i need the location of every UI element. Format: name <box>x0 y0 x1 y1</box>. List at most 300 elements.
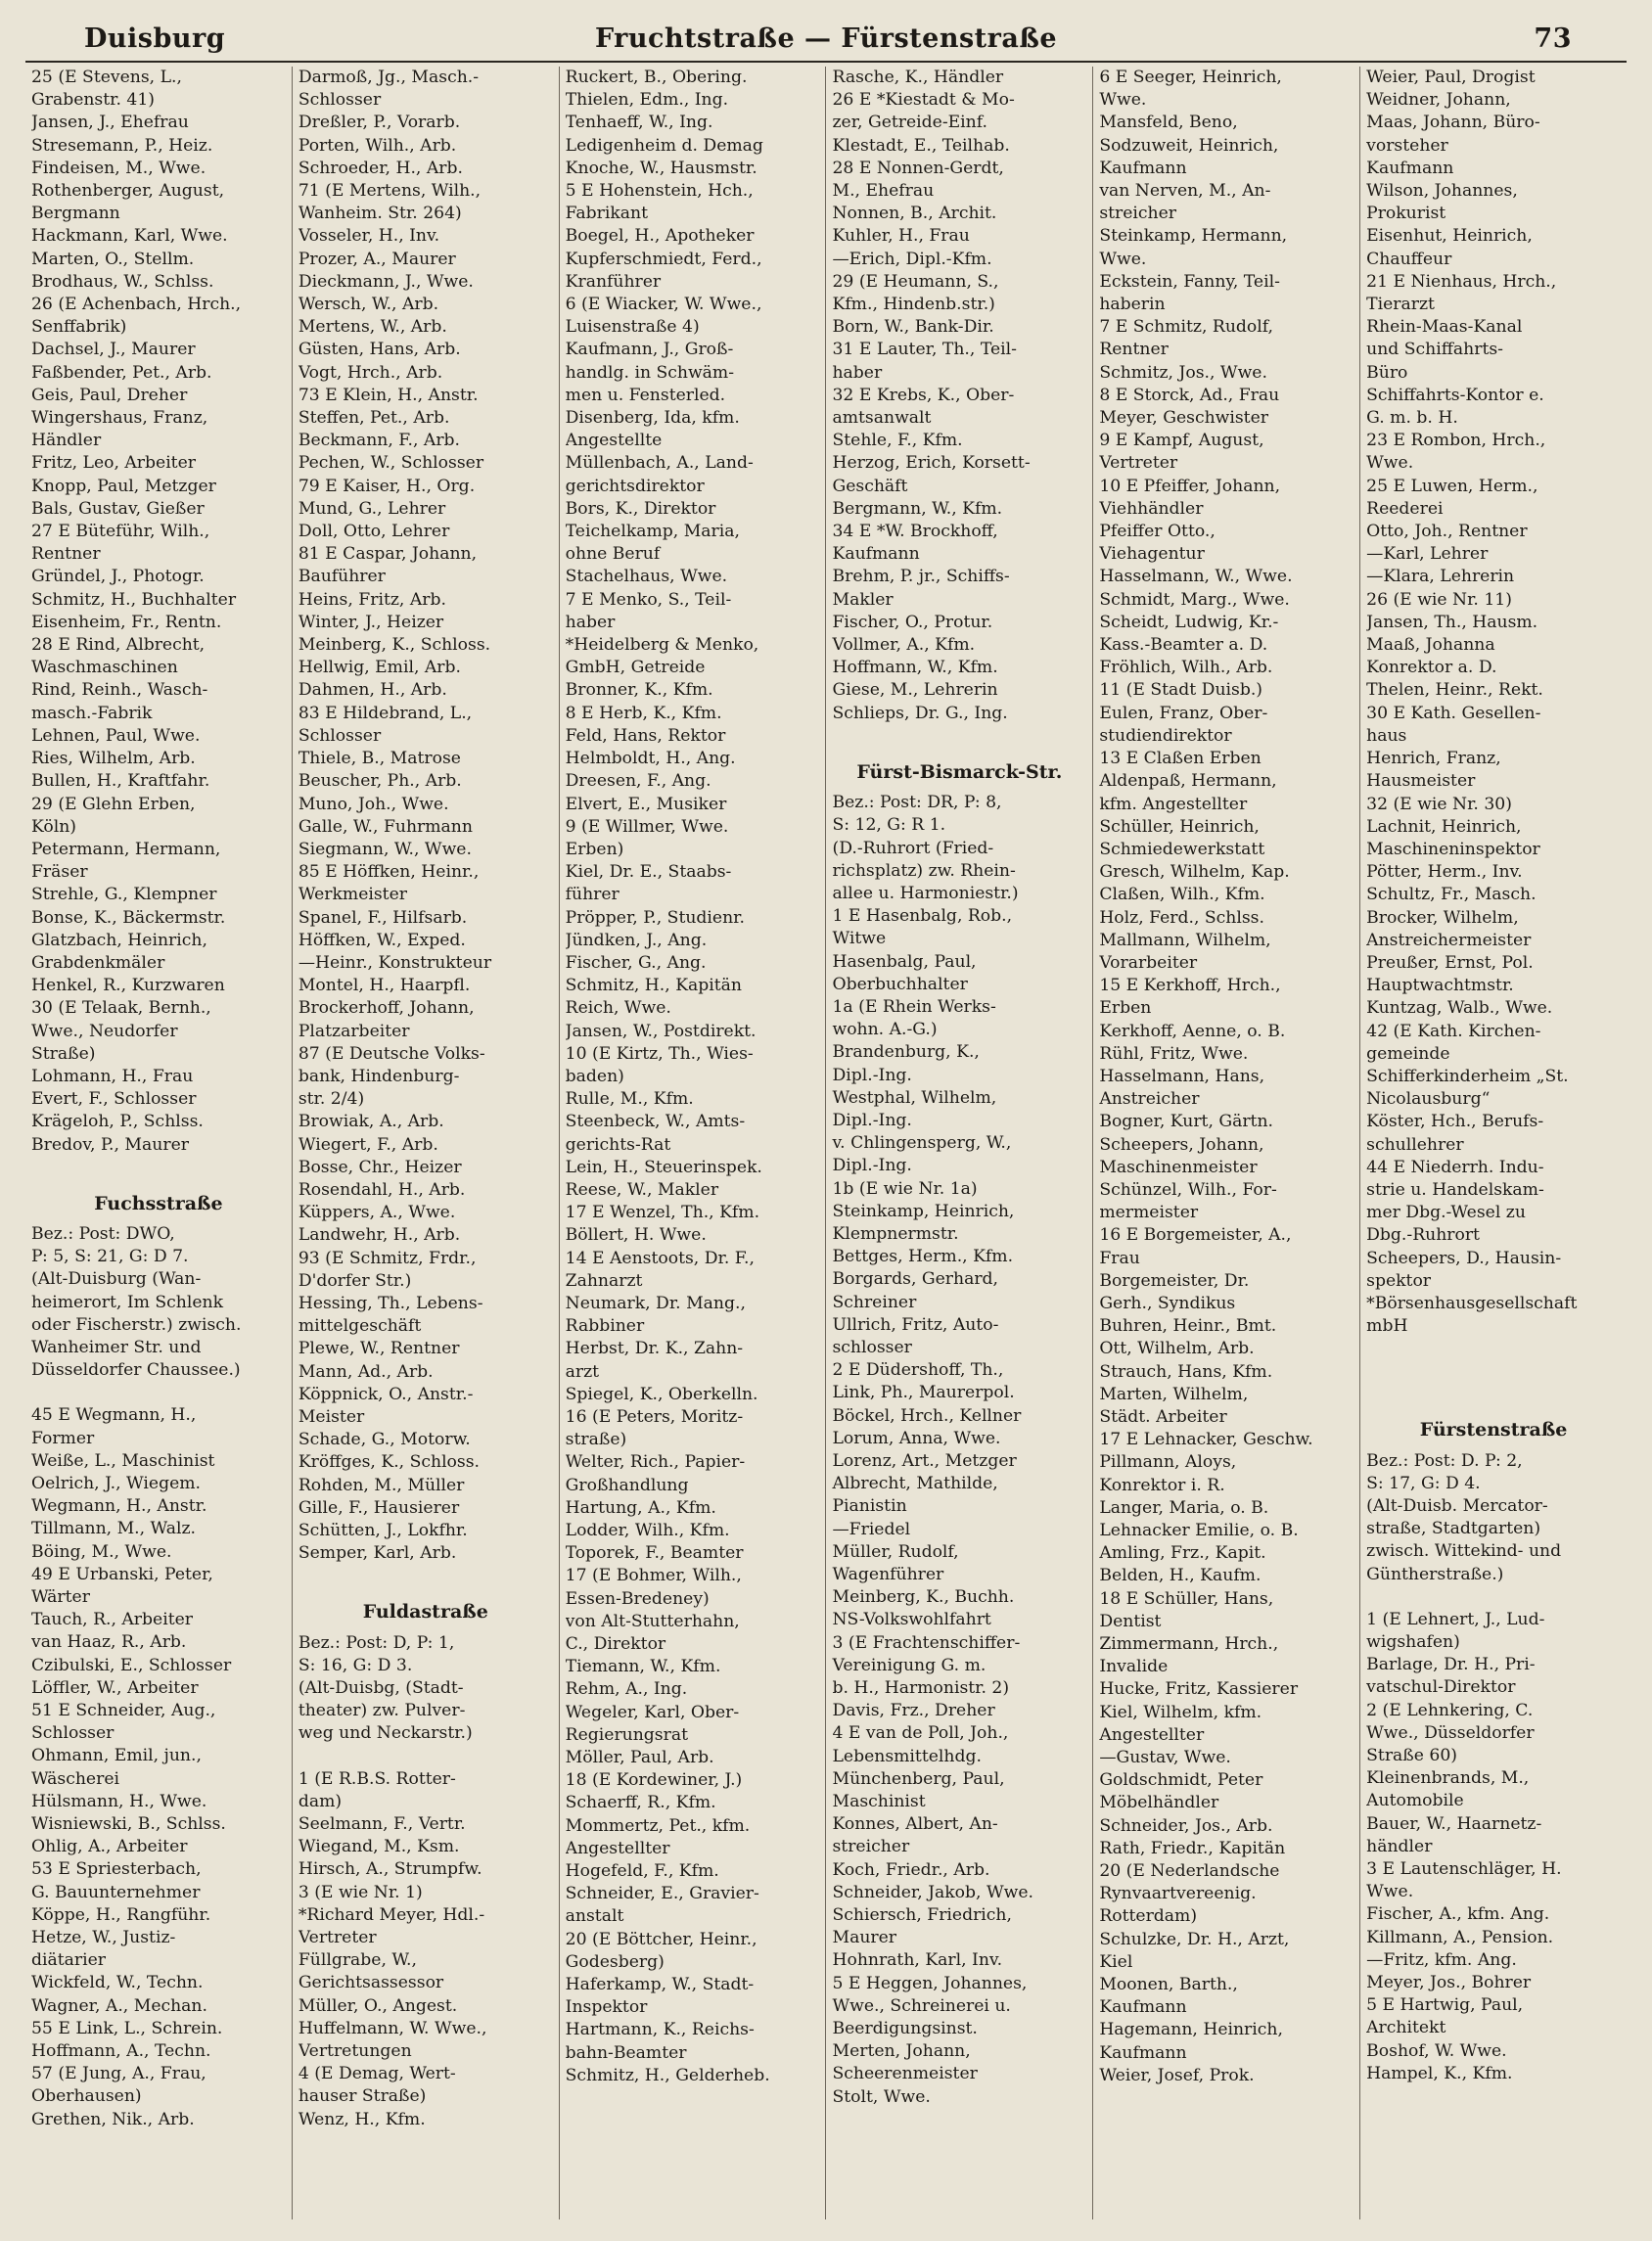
directory-entry: Nonnen, B., Archit. <box>832 204 997 224</box>
directory-entry: Tenhaeff, W., Ing. <box>565 113 713 133</box>
directory-entry: Ries, Wilhelm, Arb. <box>31 749 196 769</box>
directory-entry: haber <box>565 612 616 632</box>
directory-entry: Montel, H., Haarpfl. <box>298 976 471 996</box>
directory-entry: 2 E Düdershoff, Th., <box>832 1360 1004 1381</box>
directory-entry: Schiersch, Friedrich, <box>832 1905 1012 1926</box>
directory-entry: S: 16, G: D 3. <box>298 1655 413 1675</box>
directory-entry: Kiel, Wilhelm, kfm. <box>1099 1702 1262 1722</box>
directory-entry: Rehm, A., Ing. <box>565 1679 688 1700</box>
directory-entry: 83 E Hildebrand, L., <box>298 703 473 723</box>
directory-entry: 16 (E Peters, Moritz- <box>565 1406 744 1427</box>
directory-entry: Prokurist <box>1366 204 1446 224</box>
directory-entry: Jansen, W., Postdirekt. <box>565 1021 757 1041</box>
directory-entry: Maaß, Johanna <box>1366 635 1495 656</box>
directory-entry: arzt <box>565 1361 600 1382</box>
directory-entry: Straße 60) <box>1366 1746 1457 1766</box>
directory-entry: Rosendahl, H., Arb. <box>298 1179 466 1200</box>
directory-entry: Ott, Wilhelm, Arb. <box>1099 1339 1255 1359</box>
directory-entry: Gerh., Syndikus <box>1099 1293 1236 1313</box>
directory-entry: Ohlig, A., Arbeiter <box>31 1837 188 1857</box>
directory-entry: Nicolausburg“ <box>1366 1089 1491 1110</box>
directory-entry: Killmann, A., Pension. <box>1366 1927 1554 1947</box>
directory-entry: Rasche, K., Händler <box>832 68 1004 87</box>
directory-entry: 55 E Link, L., Schrein. <box>31 2018 223 2038</box>
directory-entry: 20 (E Böttcher, Heinr., <box>565 1929 757 1949</box>
directory-entry: Porten, Wilh., Arb. <box>298 135 457 156</box>
page-header <box>25 18 1627 63</box>
directory-entry: Kass.-Beamter a. D. <box>1099 635 1268 656</box>
spacer <box>1366 1586 1621 1609</box>
directory-entry: (Alt-Duisbg, (Stadt- <box>298 1678 464 1699</box>
directory-entry: —Gustav, Wwe. <box>1099 1748 1231 1768</box>
directory-entry: Bronner, K., Kfm. <box>565 680 713 701</box>
directory-entry: Rentner <box>31 544 101 565</box>
directory-entry: Hagemann, Heinrich, <box>1099 2020 1283 2040</box>
directory-entry: Heins, Fritz, Arb. <box>298 589 446 610</box>
directory-entry: Reederei <box>1366 498 1444 519</box>
directory-entry: Maas, Johann, Büro- <box>1366 113 1540 133</box>
directory-entry: gemeinde <box>1366 1043 1450 1064</box>
directory-entry: 26 E *Kiestadt & Mo- <box>832 90 1015 111</box>
directory-entry: strie u. Handelskam- <box>1366 1179 1544 1200</box>
directory-entry: Beuscher, Ph., Arb. <box>298 771 462 792</box>
directory-entry: Vereinigung G. m. <box>832 1655 987 1675</box>
directory-entry: Wwe., Schreinerei u. <box>832 1995 1011 2016</box>
directory-entry: 44 E Niederrh. Indu- <box>1366 1157 1544 1177</box>
directory-entry: G. m. b. H. <box>1366 408 1458 429</box>
directory-entry: Hartung, A., Kfm. <box>565 1497 716 1518</box>
directory-entry: Born, W., Bank-Dir. <box>832 317 994 338</box>
directory-entry: Teichelkamp, Maria, <box>565 522 740 542</box>
directory-entry: Gresch, Wilhelm, Kap. <box>1099 862 1290 883</box>
directory-entry: Wegmann, H., Anstr. <box>31 1496 207 1517</box>
directory-entry: Schmitz, H., Gelderheb. <box>565 2065 770 2085</box>
directory-entry: Klestadt, E., Teilhab. <box>832 135 1010 156</box>
directory-entry: Kleinenbrands, M., <box>1366 1768 1530 1789</box>
directory-entry: Chauffeur <box>1366 249 1452 269</box>
directory-entry: Büro <box>1366 362 1408 383</box>
directory-entry: wigshafen) <box>1366 1632 1460 1652</box>
directory-entry: Krägeloh, P., Schlss. <box>31 1112 204 1132</box>
directory-entry: Vertreter <box>298 1928 377 1948</box>
spacer <box>31 1157 286 1179</box>
directory-entry: Pillmann, Aloys, <box>1099 1452 1237 1473</box>
directory-entry: Brockerhoff, Johann, <box>298 998 475 1019</box>
directory-entry: Findeisen, M., Wwe. <box>31 158 206 178</box>
directory-entry: Link, Ph., Maurerpol. <box>832 1383 1015 1403</box>
directory-entry: Großhandlung <box>565 1475 689 1495</box>
directory-entry: Tauch, R., Arbeiter <box>31 1610 193 1630</box>
directory-entry: Rothenberger, August, <box>31 181 225 202</box>
directory-entry: Moonen, Barth., <box>1099 1975 1238 1995</box>
directory-entry: Rynvaartvereenig. <box>1099 1884 1257 1904</box>
directory-entry: 28 E Nonnen-Gerdt, <box>832 158 1004 178</box>
directory-entry: Tiemann, W., Kfm. <box>565 1657 721 1677</box>
directory-entry: Haferkamp, W., Stadt- <box>565 1975 755 1995</box>
directory-entry: 32 E Krebs, K., Ober- <box>832 385 1015 405</box>
directory-entry: baden) <box>565 1066 624 1086</box>
directory-entry: Seelmann, F., Vertr. <box>298 1814 466 1835</box>
directory-entry: vatschul-Direktor <box>1366 1677 1516 1698</box>
directory-entry: Höffken, W., Exped. <box>298 930 466 950</box>
directory-entry: Galle, W., Fuhrmann <box>298 816 473 837</box>
directory-entry: 7 E Menko, S., Teil- <box>565 589 732 610</box>
directory-entry: Mund, G., Lehrer <box>298 498 446 519</box>
directory-entry: vorsteher <box>1366 135 1448 156</box>
directory-entry: Otto, Joh., Rentner <box>1366 522 1528 542</box>
directory-entry: 29 (E Heumann, S., <box>832 271 999 292</box>
directory-entry: P: 5, S: 21, G: D 7. <box>31 1247 189 1267</box>
directory-entry: 30 (E Telaak, Bernh., <box>31 998 211 1019</box>
directory-entry: Meinberg, K., Buchh. <box>832 1587 1015 1608</box>
directory-entry: Anstreicher <box>1099 1089 1200 1110</box>
directory-entry: Dipl.-Ing. <box>832 1065 912 1085</box>
directory-entry: Wanheim. Str. 264) <box>298 204 462 224</box>
directory-entry: Vosseler, H., Inv. <box>298 226 440 247</box>
directory-entry: Müllenbach, A., Land- <box>565 453 754 474</box>
directory-entry: Hetze, W., Justiz- <box>31 1928 176 1948</box>
directory-entry: Pröpper, P., Studienr. <box>565 907 745 928</box>
directory-entry: 4 (E Demag, Wert- <box>298 2064 456 2084</box>
directory-entry: Köppnick, O., Anstr.- <box>298 1384 474 1404</box>
directory-entry: Böckel, Hrch., Kellner <box>832 1405 1022 1426</box>
directory-entry: D'dorfer Str.) <box>298 1270 412 1291</box>
directory-entry: und Schiffahrts- <box>1366 340 1503 360</box>
directory-entry: Amling, Frz., Kapit. <box>1099 1543 1266 1564</box>
directory-entry: Sodzuweit, Heinrich, <box>1099 135 1279 156</box>
directory-entry: 30 E Kath. Gesellen- <box>1366 703 1541 723</box>
directory-entry: Hogefeld, F., Kfm. <box>565 1861 719 1882</box>
directory-entry: Schmitz, H., Kapitän <box>565 976 742 996</box>
directory-entry: Browiak, A., Arb. <box>298 1112 444 1132</box>
directory-entry: 25 (E Stevens, L., <box>31 68 182 87</box>
directory-entry: Schreiner <box>832 1292 917 1312</box>
directory-entry: Wwe. <box>1099 249 1147 269</box>
directory-entry: Fischer, A., kfm. Ang. <box>1366 1904 1550 1925</box>
directory-entry: 9 E Kampf, August, <box>1099 431 1264 451</box>
directory-entry: Siegmann, W., Wwe. <box>298 839 472 859</box>
directory-entry: 4 E van de Poll, Joh., <box>832 1723 1009 1744</box>
directory-entry: Lorenz, Art., Metzger <box>832 1450 1017 1471</box>
directory-entry: Makler <box>832 589 894 610</box>
directory-entry: 17 (E Bohmer, Wilh., <box>565 1566 742 1586</box>
directory-entry: Stresemann, P., Heiz. <box>31 135 213 156</box>
directory-entry: Kupferschmiedt, Ferd., <box>565 249 762 269</box>
directory-entry: Albrecht, Mathilde, <box>832 1474 998 1494</box>
directory-entry: 8 E Storck, Ad., Frau <box>1099 385 1280 405</box>
directory-entry: Vogt, Hrch., Arb. <box>298 362 443 383</box>
directory-entry: Grabdenkmäler <box>31 952 165 973</box>
directory-entry: Herbst, Dr. K., Zahn- <box>565 1339 744 1359</box>
directory-entry: Vorarbeiter <box>1099 952 1198 973</box>
directory-entry: Bez.: Post: D. P: 2, <box>1366 1450 1523 1471</box>
directory-entry: Fischer, G., Ang. <box>565 952 707 973</box>
directory-entry: Bredov, P., Maurer <box>31 1134 189 1155</box>
directory-entry: Küppers, A., Wwe. <box>298 1203 456 1223</box>
directory-entry: bahn-Beamter <box>565 2042 687 2063</box>
directory-entry: Mann, Ad., Arb. <box>298 1361 434 1382</box>
directory-entry: Böllert, H. Wwe. <box>565 1225 707 1246</box>
directory-entry: führer <box>565 885 620 905</box>
directory-entry: Wisniewski, B., Schlss. <box>31 1814 226 1835</box>
directory-entry: weg und Neckarstr.) <box>298 1723 473 1744</box>
directory-entry: Rulle, M., Kfm. <box>565 1089 694 1110</box>
directory-entry: Landwehr, H., Arb. <box>298 1225 461 1246</box>
directory-entry: Geis, Paul, Dreher <box>31 385 188 405</box>
directory-entry: Zahnarzt <box>565 1270 643 1291</box>
directory-entry: Wwe. <box>1366 453 1414 474</box>
directory-entry: Güntherstraße.) <box>1366 1564 1504 1584</box>
directory-entry: Reese, W., Makler <box>565 1179 719 1200</box>
directory-entry: 5 E Heggen, Johannes, <box>832 1973 1028 1993</box>
directory-entry: zwisch. Wittekind- und <box>1366 1541 1562 1562</box>
directory-entry: Brodhaus, W., Schlss. <box>31 271 214 292</box>
directory-entry: studiendirektor <box>1099 725 1232 746</box>
directory-entry: Giese, M., Lehrerin <box>832 680 998 701</box>
street-heading: Fuchsstraße <box>94 1192 223 1214</box>
directory-entry: Hasenbalg, Paul, <box>832 951 977 972</box>
directory-entry: Meinberg, K., Schloss. <box>298 635 491 656</box>
street-heading: Fuldastraße <box>362 1601 488 1624</box>
directory-entry: Schmiedewerkstatt <box>1099 839 1265 859</box>
directory-entry: haberin <box>1099 295 1166 315</box>
header-city: Duisburg <box>84 23 226 54</box>
directory-entry: Schmidt, Marg., Wwe. <box>1099 589 1290 610</box>
directory-entry: Borgemeister, Dr. <box>1099 1270 1250 1291</box>
directory-entry: streicher <box>1099 204 1177 224</box>
directory-entry: Winter, J., Heizer <box>298 612 444 632</box>
directory-entry: Dipl.-Ing. <box>832 1110 912 1130</box>
directory-entry: Helmboldt, H., Ang. <box>565 749 736 769</box>
directory-entry: Ledigenheim d. Demag <box>565 135 763 156</box>
directory-entry: Westphal, Wilhelm, <box>832 1087 997 1108</box>
directory-entry: Lehnacker Emilie, o. B. <box>1099 1521 1299 1540</box>
directory-entry: Böing, M., Wwe. <box>31 1541 172 1562</box>
directory-entry: anstalt <box>565 1906 624 1927</box>
directory-entry: Vollmer, A., Kfm. <box>832 635 976 656</box>
directory-entry: Essen-Bredeney) <box>565 1588 710 1609</box>
directory-entry: haus <box>1366 725 1407 746</box>
directory-entry: Welter, Rich., Papier- <box>565 1452 746 1473</box>
directory-entry: 9 (E Willmer, Wwe. <box>565 816 729 837</box>
directory-entry: Prozer, A., Maurer <box>298 249 456 269</box>
directory-entry: 87 (E Deutsche Volks- <box>298 1043 485 1064</box>
directory-entry: Wilson, Johannes, <box>1366 181 1518 202</box>
directory-entry: Hackmann, Karl, Wwe. <box>31 226 228 247</box>
directory-entry: Langer, Maria, o. B. <box>1099 1497 1269 1518</box>
directory-entry: 2 (E Lehnkering, C. <box>1366 1700 1534 1720</box>
directory-entry: Schaerff, R., Kfm. <box>565 1793 716 1813</box>
directory-entry: 20 (E Nederlandsche <box>1099 1861 1280 1882</box>
directory-entry: Müller, Rudolf, <box>832 1541 959 1562</box>
directory-entry: Eckstein, Fanny, Teil- <box>1099 271 1280 292</box>
directory-entry: *Heidelberg & Menko, <box>565 635 759 656</box>
directory-entry: 27 E Büteführ, Wilh., <box>31 522 210 542</box>
directory-entry: S: 12, G: R 1. <box>832 815 946 836</box>
street-heading: Fürstenstraße <box>1419 1419 1568 1441</box>
directory-entry: Preußer, Ernst, Pol. <box>1366 952 1534 973</box>
directory-entry: Lorum, Anna, Wwe. <box>832 1428 1001 1448</box>
directory-entry: Hausmeister <box>1366 771 1476 792</box>
directory-entry: Meister <box>298 1406 365 1427</box>
directory-entry: *Börsenhausgesellschaft <box>1366 1293 1578 1313</box>
directory-entry: Strauch, Hans, Kfm. <box>1099 1361 1273 1382</box>
directory-entry: Lodder, Wilh., Kfm. <box>565 1521 730 1540</box>
directory-entry: Automobile <box>1366 1791 1464 1811</box>
directory-entry: wohn. A.-G.) <box>832 1020 938 1040</box>
directory-entry: Dreßler, P., Vorarb. <box>298 113 461 133</box>
directory-entry: 16 E Borgemeister, A., <box>1099 1225 1292 1246</box>
directory-entry: händler <box>1366 1836 1433 1856</box>
directory-entry: b. H., Harmonistr. 2) <box>832 1678 1010 1699</box>
directory-entry: spektor <box>1366 1270 1432 1291</box>
directory-entry: Wagner, A., Mechan. <box>31 1995 207 2016</box>
directory-entry: Thielen, Edm., Ing. <box>565 90 729 111</box>
directory-entry: —Klara, Lehrerin <box>1366 567 1515 587</box>
directory-entry: 13 E Claßen Erben <box>1099 749 1262 769</box>
directory-entry: Händler <box>31 431 102 451</box>
directory-entry: —Karl, Lehrer <box>1366 544 1489 565</box>
directory-entry: Pötter, Herm., Inv. <box>1366 862 1523 883</box>
directory-entry: Stachelhaus, Wwe. <box>565 567 728 587</box>
directory-entry: 28 E Rind, Albrecht, <box>31 635 206 656</box>
directory-entry: Mansfeld, Beno, <box>1099 113 1238 133</box>
directory-entry: gerichts-Rat <box>565 1134 671 1155</box>
directory-entry: 5 E Hartwig, Paul, <box>1366 1995 1524 2016</box>
directory-entry: v. Chlingensperg, W., <box>832 1133 1012 1154</box>
directory-entry: Tierarzt <box>1366 295 1435 315</box>
directory-entry: Dreesen, F., Ang. <box>565 771 711 792</box>
directory-entry: Thelen, Heinr., Rekt. <box>1366 680 1543 701</box>
directory-entry: Güsten, Hans, Arb. <box>298 340 461 360</box>
directory-entry: Dahmen, H., Arb. <box>298 680 447 701</box>
directory-entry: Henkel, R., Kurzwaren <box>31 976 225 996</box>
directory-entry: Oelrich, J., Wiegem. <box>31 1473 202 1493</box>
directory-entry: hauser Straße) <box>298 2086 427 2107</box>
directory-entry: mermeister <box>1099 1203 1199 1223</box>
directory-entry: Rotterdam) <box>1099 1906 1198 1927</box>
directory-entry: Rabbiner <box>565 1316 645 1337</box>
directory-entry: Knopp, Paul, Metzger <box>31 476 216 496</box>
directory-entry: Hauptwachtmstr. <box>1366 976 1514 996</box>
column-3 <box>560 67 827 2219</box>
directory-entry: Frau <box>1099 1248 1140 1268</box>
directory-entry: Hellwig, Emil, Arb. <box>298 658 461 678</box>
directory-entry: Gille, F., Hausierer <box>298 1497 460 1518</box>
directory-entry: Thiele, B., Matrose <box>298 749 461 769</box>
directory-entry: Schütten, J., Lokfhr. <box>298 1521 468 1540</box>
directory-entry: Schroeder, H., Arb. <box>298 158 463 178</box>
directory-entry: 57 (E Jung, A., Frau, <box>31 2064 206 2084</box>
directory-entry: Grethen, Nik., Arb. <box>31 2109 195 2129</box>
directory-entry: Maschinist <box>832 1792 926 1812</box>
directory-entry: Möller, Paul, Arb. <box>565 1748 714 1768</box>
directory-entry: handlg. in Schwäm- <box>565 362 735 383</box>
directory-entry: Lein, H., Steuerinspek. <box>565 1157 762 1177</box>
directory-entry: Geschäft <box>832 476 908 496</box>
directory-entry: 1 E Hasenbalg, Rob., <box>832 906 1013 927</box>
directory-entry: Aldenpaß, Hermann, <box>1099 771 1277 792</box>
directory-entry: Fröhlich, Wilh., Arb. <box>1099 658 1273 678</box>
directory-entry: Müller, O., Angest. <box>298 1995 458 2016</box>
directory-entry: allee u. Harmoniestr.) <box>832 883 1019 903</box>
directory-entry: Davis, Frz., Dreher <box>832 1701 995 1721</box>
spacer <box>31 1382 286 1404</box>
directory-entry: Kiel, Dr. E., Staabs- <box>565 862 732 883</box>
directory-entry: Oberbuchhalter <box>832 974 968 994</box>
directory-entry: Marten, Wilhelm, <box>1099 1384 1249 1404</box>
directory-entry: Mommertz, Pet., kfm. <box>565 1815 751 1836</box>
directory-entry: amtsanwalt <box>832 408 932 429</box>
directory-entry: 18 (E Kordewiner, J.) <box>565 1770 743 1791</box>
directory-entry: Straße) <box>31 1043 96 1064</box>
directory-entry: bank, Hindenburg- <box>298 1066 460 1086</box>
directory-entry: —Erich, Dipl.-Kfm. <box>832 249 992 269</box>
directory-entry: Knoche, W., Hausmstr. <box>565 158 757 178</box>
directory-entry: Jündken, J., Ang. <box>565 930 708 950</box>
directory-entry: (Alt-Duisb. Mercator- <box>1366 1495 1548 1516</box>
directory-entry: straße, Stadtgarten) <box>1366 1519 1541 1539</box>
directory-entry: Brandenburg, K., <box>832 1042 980 1063</box>
directory-entry: Scheerenmeister <box>832 2064 978 2084</box>
directory-entry: Disenberg, Ida, kfm. <box>565 408 740 429</box>
directory-entry: Kaufmann <box>1099 2042 1187 2063</box>
directory-entry: Zimmermann, Hrch., <box>1099 1634 1279 1655</box>
directory-entry: Düsseldorfer Chaussee.) <box>31 1360 241 1381</box>
directory-entry: —Heinr., Konstrukteur <box>298 952 492 973</box>
directory-entry: van Nerven, M., An- <box>1099 181 1271 202</box>
directory-entry: Steinkamp, Hermann, <box>1099 226 1288 247</box>
directory-entry: Wiegert, F., Arb. <box>298 1134 438 1155</box>
directory-entry: Konrektor i. R. <box>1099 1475 1225 1495</box>
directory-entry: Stolt, Wwe. <box>832 2086 931 2107</box>
directory-entry: Weiße, L., Maschinist <box>31 1450 215 1471</box>
directory-entry: Beerdigungsinst. <box>832 2019 978 2039</box>
directory-entry: Vertretungen <box>298 2041 412 2062</box>
directory-entry: Dieckmann, J., Wwe. <box>298 271 474 292</box>
directory-entry: Tillmann, M., Walz. <box>31 1519 196 1539</box>
directory-entry: Petermann, Hermann, <box>31 839 221 859</box>
directory-entry: Kröffges, K., Schloss. <box>298 1452 481 1473</box>
directory-entry: Viehagentur <box>1099 544 1205 565</box>
directory-entry: 18 E Schüller, Hans, <box>1099 1588 1274 1609</box>
directory-entry: Goldschmidt, Peter <box>1099 1770 1263 1791</box>
directory-entry: Maschineninspektor <box>1366 839 1540 859</box>
directory-entry: Hülsmann, H., Wwe. <box>31 1791 207 1811</box>
directory-entry: van Haaz, R., Arb. <box>31 1632 187 1653</box>
directory-entry: 31 E Lauter, Th., Teil- <box>832 340 1017 360</box>
columns <box>25 67 1627 2219</box>
directory-entry: Schlosser <box>31 1723 115 1744</box>
directory-entry: Konrektor a. D. <box>1366 658 1497 678</box>
directory-entry: Wwe. <box>1099 90 1147 111</box>
directory-entry: Kaufmann, J., Groß- <box>565 340 734 360</box>
directory-entry: Rohden, M., Müller <box>298 1475 465 1495</box>
directory-entry: Evert, F., Schlosser <box>31 1089 197 1110</box>
directory-entry: Angestellter <box>1099 1724 1205 1745</box>
directory-entry: Angestellter <box>565 1838 670 1858</box>
directory-entry: 73 E Klein, H., Anstr. <box>298 385 479 405</box>
directory-entry: Wickfeld, W., Techn. <box>31 1973 204 1993</box>
directory-entry: Wiegand, M., Ksm. <box>298 1837 460 1857</box>
directory-entry: —Friedel <box>832 1519 911 1539</box>
directory-entry: Senffabrik) <box>31 317 127 338</box>
directory-entry: gerichtsdirektor <box>565 476 705 496</box>
directory-entry: Rath, Friedr., Kapitän <box>1099 1838 1286 1858</box>
directory-entry: Dentist <box>1099 1611 1162 1631</box>
directory-entry: Kaufmann <box>1099 158 1187 178</box>
directory-entry: Plewe, W., Rentner <box>298 1339 460 1359</box>
